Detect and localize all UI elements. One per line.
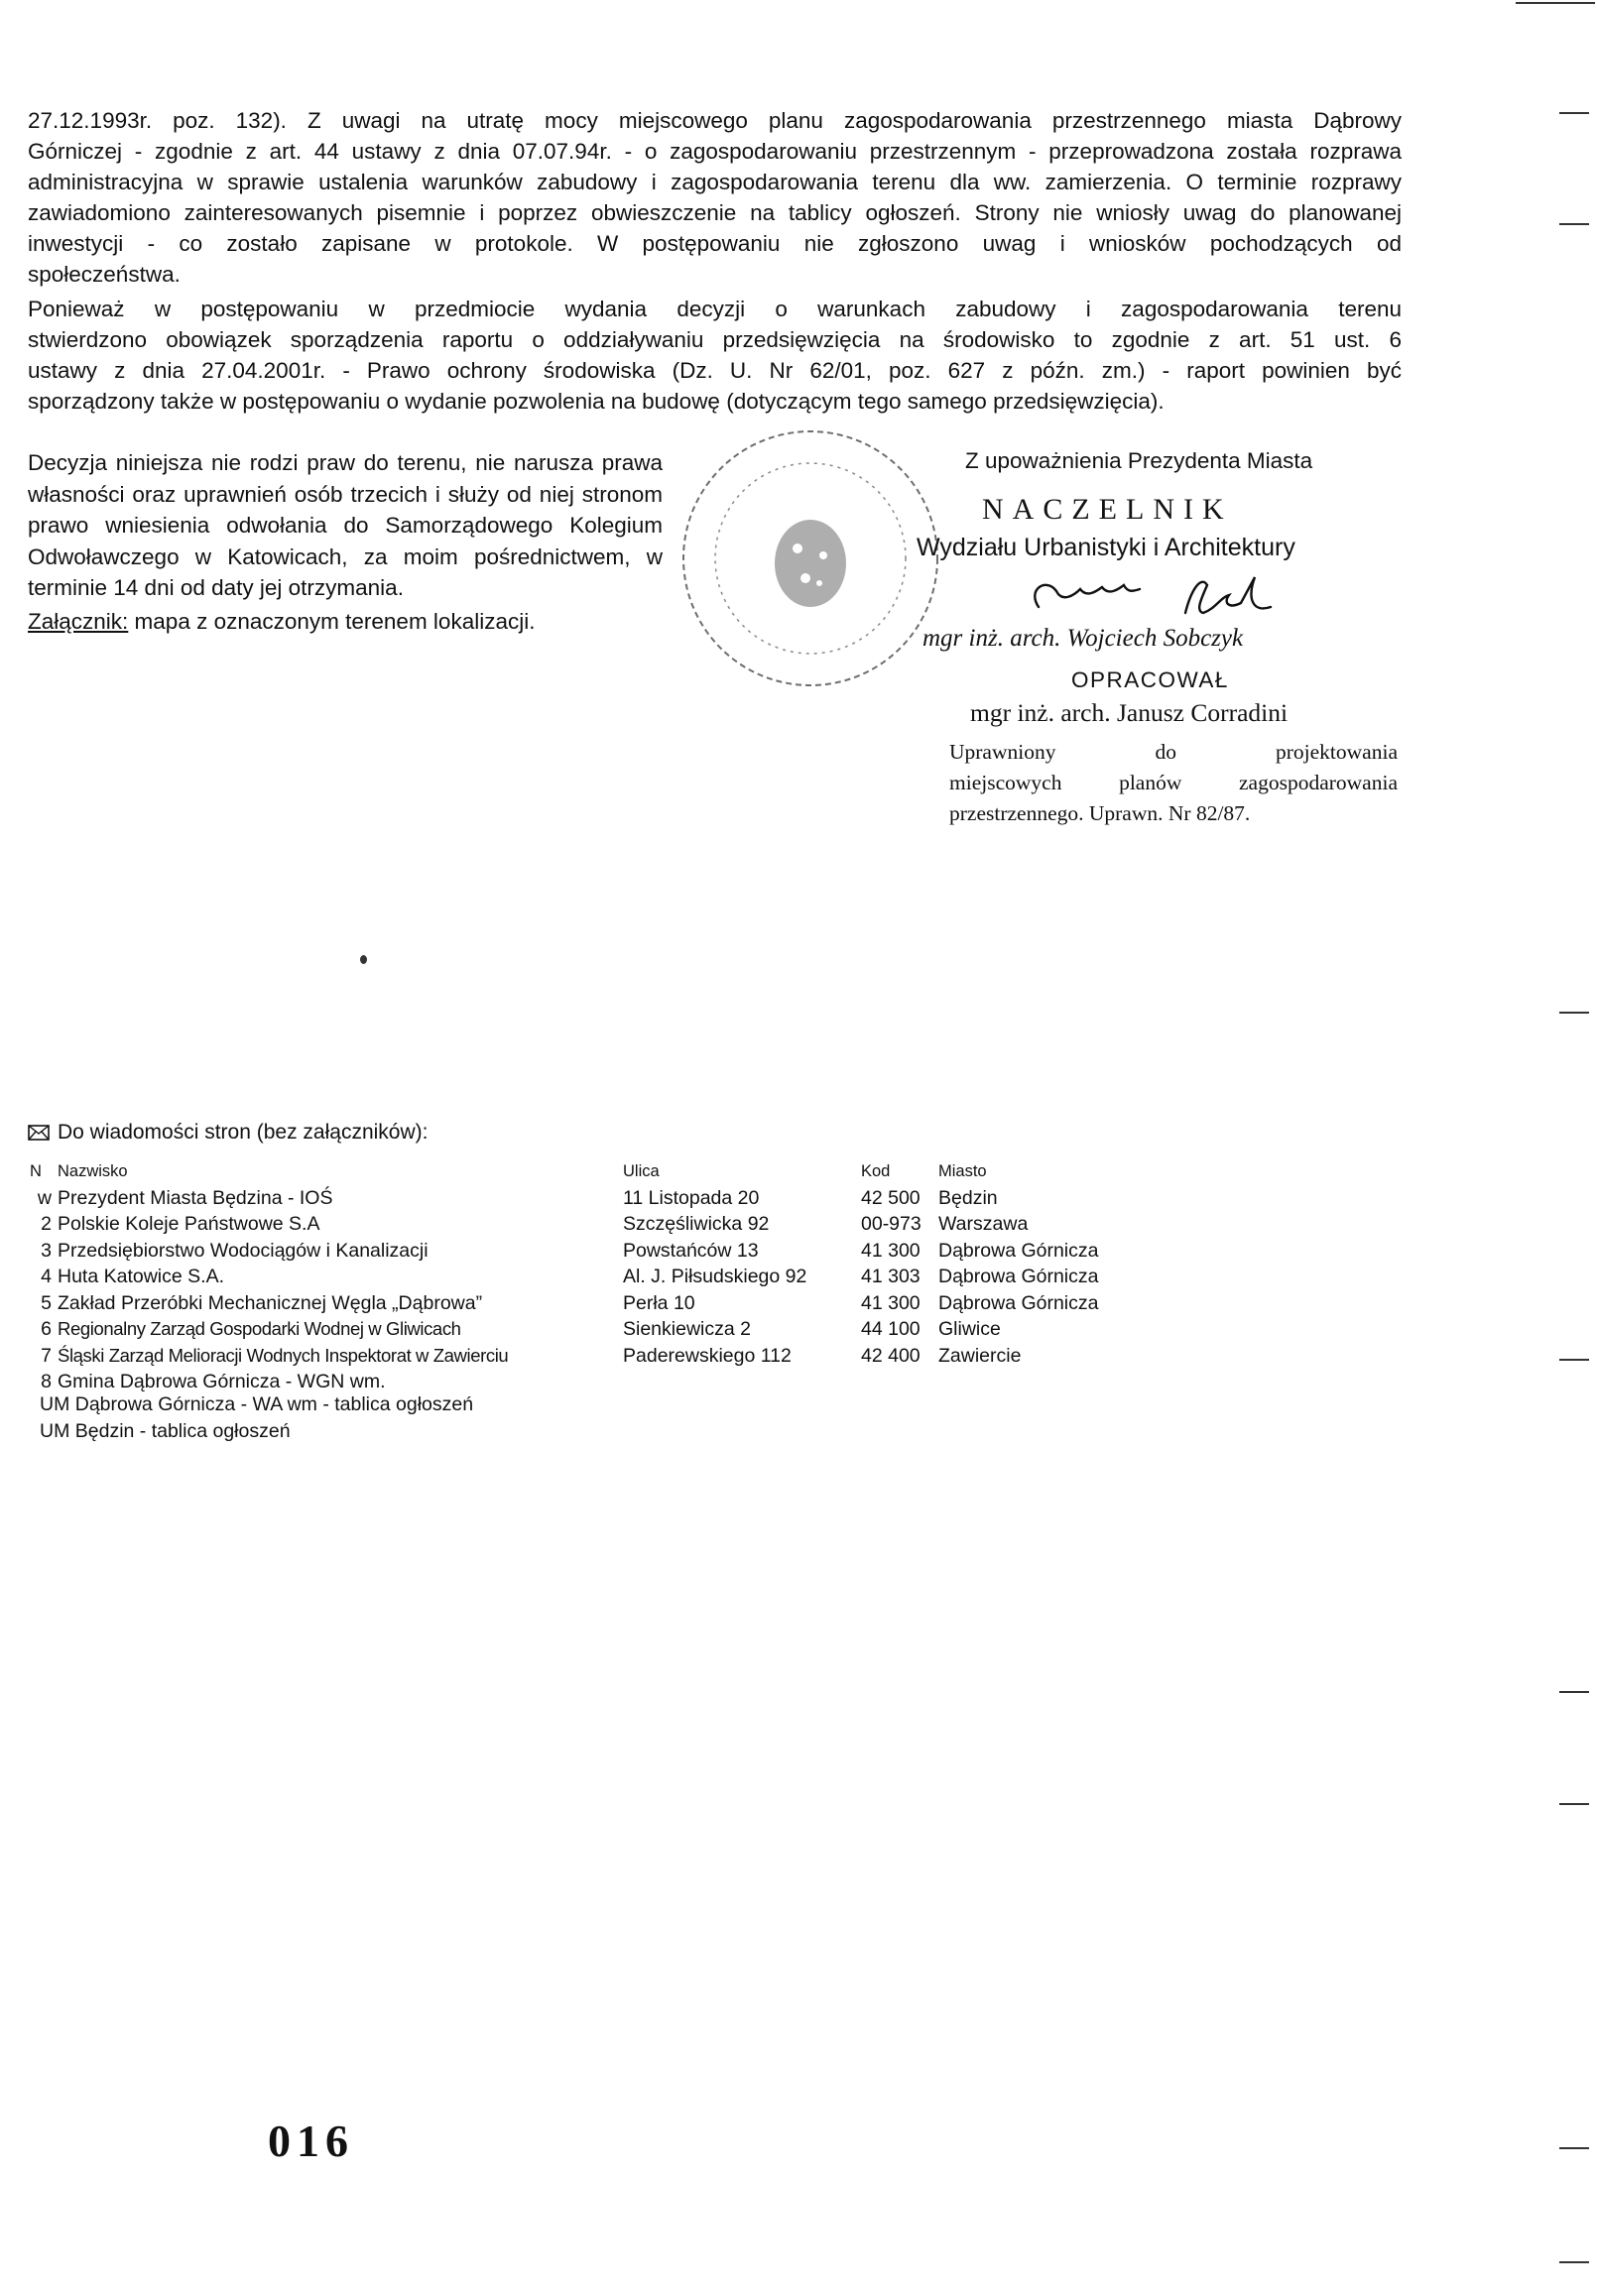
text-line: Odwoławczego w Katowicach, za moim pośrednictwem, w [28, 544, 663, 569]
page-number: 016 [268, 2115, 354, 2166]
row-number: 8 [41, 1371, 52, 1392]
col-header-n: N [30, 1162, 42, 1180]
row-number: 4 [41, 1266, 52, 1287]
recipient-street: Al. J. Piłsudskiego 92 [623, 1266, 807, 1287]
preparer-name: mgr inż. arch. Janusz Corradini [970, 698, 1289, 727]
decision-notice [28, 447, 663, 604]
text-line: Uprawniony do projektowania [949, 740, 1398, 764]
recipient-name: Polskie Koleje Państwowe S.A [58, 1213, 320, 1235]
row-number: 7 [41, 1344, 52, 1367]
text-line: miejscowych planów zagospodarowania [949, 771, 1398, 794]
recipient-name: Śląski Zarząd Melioracji Wodnych Inspektorat w Zawierciu [58, 1344, 509, 1366]
text-line: Ponieważ w postępowaniu w przedmiocie wydania decyzji o warunkach zabudowy i zagospodarowania terenu [28, 297, 1402, 321]
recipient-street: Paderewskiego 112 [623, 1344, 792, 1367]
scan-mark [1559, 2147, 1589, 2149]
row-number: w [37, 1186, 52, 1209]
paragraph-hearing [28, 105, 1402, 290]
text-line: stwierdzono obowiązek sporządzenia raportu o oddziaływaniu przedsięwzięcia na środowisko to zgodnie z art. 51 ust. 6 [28, 327, 1402, 352]
recipient-street: Powstańców 13 [623, 1239, 759, 1262]
text-line: inwestycji - co zostało zapisane w protokole. W postępowaniu nie zgłoszono uwag i wniosków pochodzących od [28, 231, 1402, 256]
office-title: NACZELNIK [982, 493, 1233, 526]
recipient-name: Regionalny Zarząd Gospodarki Wodnej w Gliwicach [58, 1318, 461, 1339]
text-line: sporządzony także w postępowaniu o wydanie pozwolenia na budowę (dotyczącym tego samego przedsięwzięcia). [28, 389, 1165, 414]
text-line: społeczeństwa. [28, 262, 181, 287]
recipient-city: Dąbrowa Górnicza [938, 1266, 1099, 1287]
recipient-postal-code: 00-973 [861, 1213, 921, 1235]
scan-mark [1559, 112, 1589, 114]
recipient-city: Gliwice [938, 1318, 1001, 1340]
department-name: Wydziału Urbanistyki i Architektury [917, 534, 1295, 561]
text-line: własności oraz uprawnień osób trzecich i służy od niej stronom [28, 481, 663, 507]
extra-recipient: UM Będzin - tablica ogłoszeń [40, 1420, 291, 1442]
text-line: Górniczej - zgodnie z art. 44 ustawy z dnia 07.07.94r. - o zagospodarowaniu przestrzennym - przeprowadzona została rozprawa [28, 139, 1402, 164]
distribution-heading-text: Do wiadomości stron (bez załączników): [58, 1121, 429, 1144]
signature-block [903, 448, 1398, 845]
extra-recipient: UM Dąbrowa Górnicza - WA wm - tablica ogłoszeń [40, 1393, 474, 1415]
text-line: zawiadomiono zainteresowanych pisemnie i poprzez obwieszczenie na tablicy ogłoszeń. Strony nie wniosły uwag do planowanej [28, 200, 1402, 225]
scan-mark [1559, 223, 1589, 225]
scan-mark [1559, 1691, 1589, 1693]
recipient-name: Przedsiębiorstwo Wodociągów i Kanalizacji [58, 1239, 429, 1262]
recipient-postal-code: 41 300 [861, 1239, 921, 1262]
preparer-qualification [949, 737, 1398, 829]
col-header-street: Ulica [623, 1162, 660, 1180]
text-line: ustawy z dnia 27.04.2001r. - Prawo ochrony środowiska (Dz. U. Nr 62/01, poz. 627 z późn. zm.) - raport powinien być [28, 358, 1402, 383]
recipient-postal-code: 41 300 [861, 1291, 921, 1314]
envelope-icon [28, 1125, 50, 1141]
attachment-text: mapa z oznaczonym terenem lokalizacji. [128, 609, 536, 634]
recipient-street: Szczęśliwicka 92 [623, 1213, 770, 1235]
prepared-by-label: OPRACOWAŁ [1071, 667, 1229, 692]
scan-mark [1559, 2261, 1589, 2263]
distribution-heading [28, 1121, 428, 1145]
ink-dot [360, 955, 367, 964]
col-header-code: Kod [861, 1162, 891, 1180]
recipient-street: 11 Listopada 20 [623, 1186, 760, 1209]
text-line: prawo wniesienia odwołania do Samorządowego Kolegium [28, 513, 663, 538]
paragraph-environmental-report [28, 294, 1402, 417]
recipient-name: Gmina Dąbrowa Górnicza - WGN wm. [58, 1371, 386, 1392]
attachment-label: Załącznik: [28, 609, 129, 634]
text-line: Decyzja niniejsza nie rodzi praw do terenu, nie narusza prawa [28, 450, 663, 475]
scan-mark [1516, 2, 1595, 4]
attachment-note [28, 606, 722, 638]
text-line: przestrzennego. Uprawn. Nr 82/87. [949, 801, 1251, 825]
recipient-name: Huta Katowice S.A. [58, 1266, 224, 1287]
text-line: administracyjna w sprawie ustalenia warunków zabudowy i zagospodarowania terenu dla ww. zamierzenia. O terminie rozprawy [28, 170, 1402, 194]
col-header-city: Miasto [938, 1162, 987, 1180]
text-line: 27.12.1993r. poz. 132). Z uwagi na utratę mocy miejscowego planu zagospodarowania przestrzennego miasta Dąbrowy [28, 108, 1402, 133]
recipient-street: Sienkiewicza 2 [623, 1318, 751, 1340]
row-number: 3 [41, 1239, 52, 1262]
recipient-city: Zawiercie [938, 1344, 1022, 1367]
recipient-city: Dąbrowa Górnicza [938, 1291, 1099, 1314]
recipient-postal-code: 42 400 [861, 1344, 921, 1367]
scan-mark [1559, 1359, 1589, 1361]
recipient-name: Zakład Przeróbki Mechanicznej Węgla „Dąbrowa” [58, 1291, 483, 1314]
recipient-city: Warszawa [938, 1213, 1029, 1235]
recipient-name: Prezydent Miasta Będzina - IOŚ [58, 1186, 333, 1209]
signer-name: mgr inż. arch. Wojciech Sobczyk [922, 625, 1244, 652]
scan-mark [1559, 1012, 1589, 1014]
authorization-line: Z upoważnienia Prezydenta Miasta [965, 448, 1313, 473]
recipient-street: Perła 10 [623, 1291, 695, 1314]
recipient-city: Będzin [938, 1186, 998, 1209]
text-line: terminie 14 dni od daty jej otrzymania. [28, 575, 404, 600]
row-number: 2 [41, 1213, 52, 1235]
scan-mark [1559, 1803, 1589, 1805]
recipient-postal-code: 41 303 [861, 1266, 921, 1287]
row-number: 6 [41, 1318, 52, 1340]
recipient-postal-code: 44 100 [861, 1318, 921, 1340]
handwritten-signature [1017, 569, 1314, 624]
recipient-postal-code: 42 500 [861, 1186, 921, 1209]
recipient-city: Dąbrowa Górnicza [938, 1239, 1099, 1262]
row-number: 5 [41, 1291, 52, 1314]
col-header-name: Nazwisko [58, 1162, 128, 1180]
